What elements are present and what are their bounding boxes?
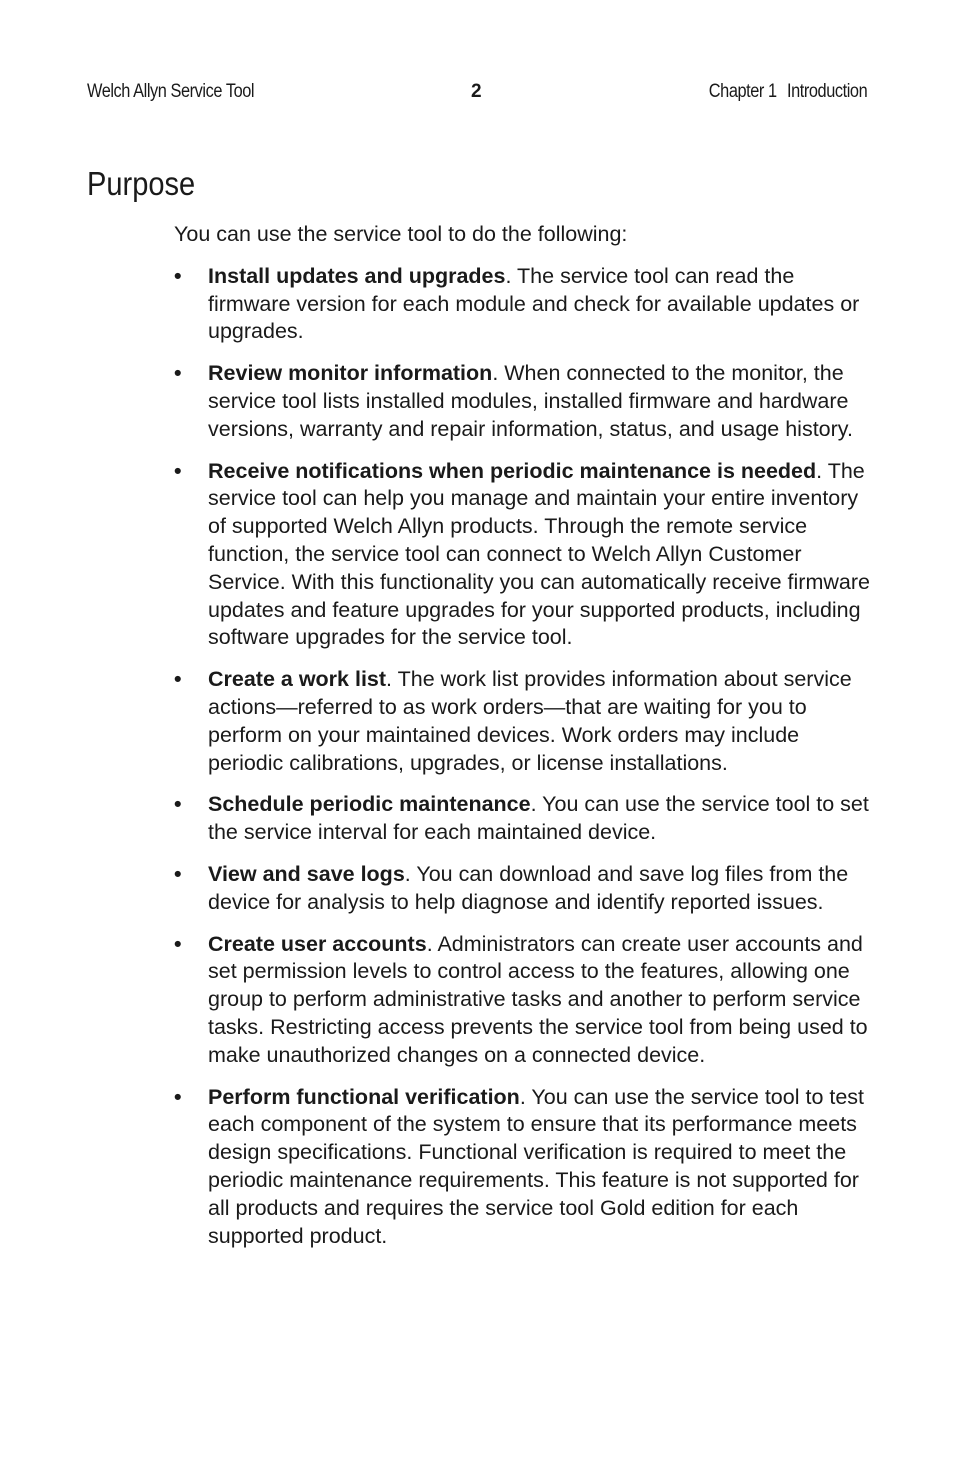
list-item-text: . When connected to the monitor, the service tool lists installed modules, installed firmware and hardware versions, warranty and repair information, status, and usage history. xyxy=(208,361,853,441)
section-body xyxy=(174,221,874,1264)
bullet-icon: • xyxy=(174,792,182,817)
intro-paragraph: You can use the service tool to do the following: xyxy=(174,222,628,246)
bullet-icon: • xyxy=(174,667,182,692)
list-item-text: . You can use the service tool to test each component of the system to ensure that its performance meets design specifications. Functional verification is required to meet the periodic maintenance requirements. This feature is not supported for all products and requires the service tool Gold edition for each supported product. xyxy=(208,1084,865,1248)
list-item-term: Schedule periodic maintenance xyxy=(208,792,531,817)
list-item-term: Receive notifications when periodic maintenance is needed xyxy=(208,458,817,483)
list-item-text: . The service tool can read the firmware version for each module and check for available updates or upgrades. xyxy=(208,263,860,344)
list-item-text: . The work list provides information about service actions—referred to as work orders—that are waiting for you to perform on your maintained devices. Work orders may include periodic calibrations, upgrades, or license installations. xyxy=(208,667,852,775)
list-item-text: . You can use the service tool to set the service interval for each maintained device. xyxy=(208,792,869,845)
list-item-text: . You can download and save log files from the device for analysis to help diagnose and identify reported issues. xyxy=(208,861,849,914)
list-item xyxy=(174,931,874,1070)
list-item xyxy=(174,360,874,443)
document-title: Welch Allyn Service Tool xyxy=(87,81,255,102)
running-header xyxy=(87,81,867,107)
list-item xyxy=(174,861,874,917)
list-item xyxy=(174,1084,874,1251)
list-item-text: . The service tool can help you manage and maintain your entire inventory of supported Welch Allyn products. Through the remote service function, the service tool can connect to Welch Allyn Customer Service. With this functionality you can automatically receive firmware updates and feature upgrades for your supported products, including software upgrades for the service tool. xyxy=(208,458,870,650)
bullet-icon: • xyxy=(174,361,182,386)
feature-list xyxy=(174,263,874,1251)
list-item-term: Perform functional verification xyxy=(208,1084,520,1109)
page-number: 2 xyxy=(471,81,482,102)
list-item-text: . Administrators can create user accounts and set permission levels to control access to the features, allowing one group to perform administrative tasks and another to perform service tasks. Restricting access prevents the service tool from being used to make unauthorized changes on a connected device. xyxy=(208,931,868,1067)
list-item-term: Create a work list xyxy=(208,667,387,692)
list-item-term: Create user accounts xyxy=(208,931,427,956)
bullet-icon: • xyxy=(174,1084,182,1109)
chapter-label: Chapter 1 xyxy=(708,81,777,102)
list-item-term: Install updates and upgrades xyxy=(208,263,506,288)
list-item-term: View and save logs xyxy=(208,861,405,886)
section-title: Purpose xyxy=(87,165,196,202)
list-item-term: Review monitor information xyxy=(208,361,493,386)
bullet-icon: • xyxy=(174,458,182,483)
list-item xyxy=(174,458,874,653)
chapter-reference xyxy=(709,81,867,103)
list-item xyxy=(174,791,874,847)
bullet-icon: • xyxy=(174,263,182,288)
list-item xyxy=(174,263,874,346)
bullet-icon: • xyxy=(174,931,182,956)
bullet-icon: • xyxy=(174,861,182,886)
chapter-title: Introduction xyxy=(786,81,867,102)
list-item xyxy=(174,666,874,777)
